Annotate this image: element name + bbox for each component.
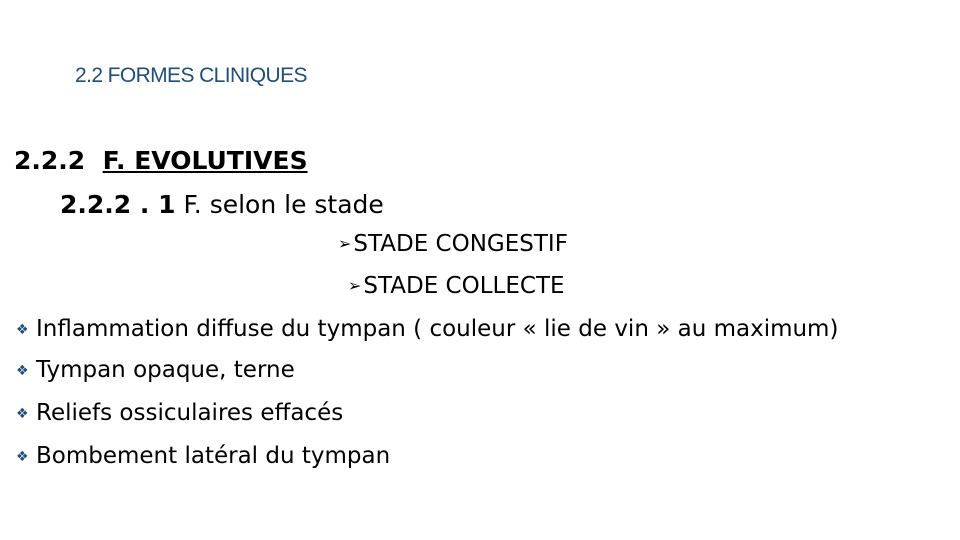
list-item bbox=[16, 316, 856, 346]
list-item bbox=[16, 443, 856, 473]
subsection-heading bbox=[60, 190, 384, 219]
list-item-text: Bombement latéral du tympan bbox=[36, 443, 391, 469]
subsection-heading-number: 2.2.2 . 1 bbox=[60, 190, 176, 219]
list-item bbox=[16, 357, 856, 387]
symptom-list bbox=[16, 316, 856, 486]
stage-item bbox=[338, 231, 568, 257]
stage-label: STADE CONGESTIF bbox=[353, 231, 568, 257]
list-item bbox=[16, 400, 856, 430]
slide-title: 2.2 FORMES CLINIQUES bbox=[75, 64, 307, 87]
stage-label: STADE COLLECTE bbox=[363, 273, 565, 299]
list-item-text: Reliefs ossiculaires effacés bbox=[36, 400, 344, 426]
section-heading-number: 2.2.2 bbox=[14, 146, 86, 175]
subsection-heading-label: F. selon le stade bbox=[183, 190, 384, 219]
diamond-icon: ❖ bbox=[16, 406, 29, 422]
section-heading-label: F. EVOLUTIVES bbox=[102, 146, 308, 175]
diamond-icon: ❖ bbox=[16, 449, 29, 465]
stage-item bbox=[348, 273, 565, 299]
arrow-icon: ➢ bbox=[338, 234, 352, 253]
arrow-icon: ➢ bbox=[348, 276, 362, 295]
section-heading bbox=[14, 146, 308, 175]
list-item-text: Inflammation diffuse du tympan ( couleur « lie de vin » au maximum) bbox=[36, 316, 839, 342]
diamond-icon: ❖ bbox=[16, 363, 29, 379]
diamond-icon: ❖ bbox=[16, 322, 29, 338]
list-item-text: Tympan opaque, terne bbox=[36, 357, 295, 383]
